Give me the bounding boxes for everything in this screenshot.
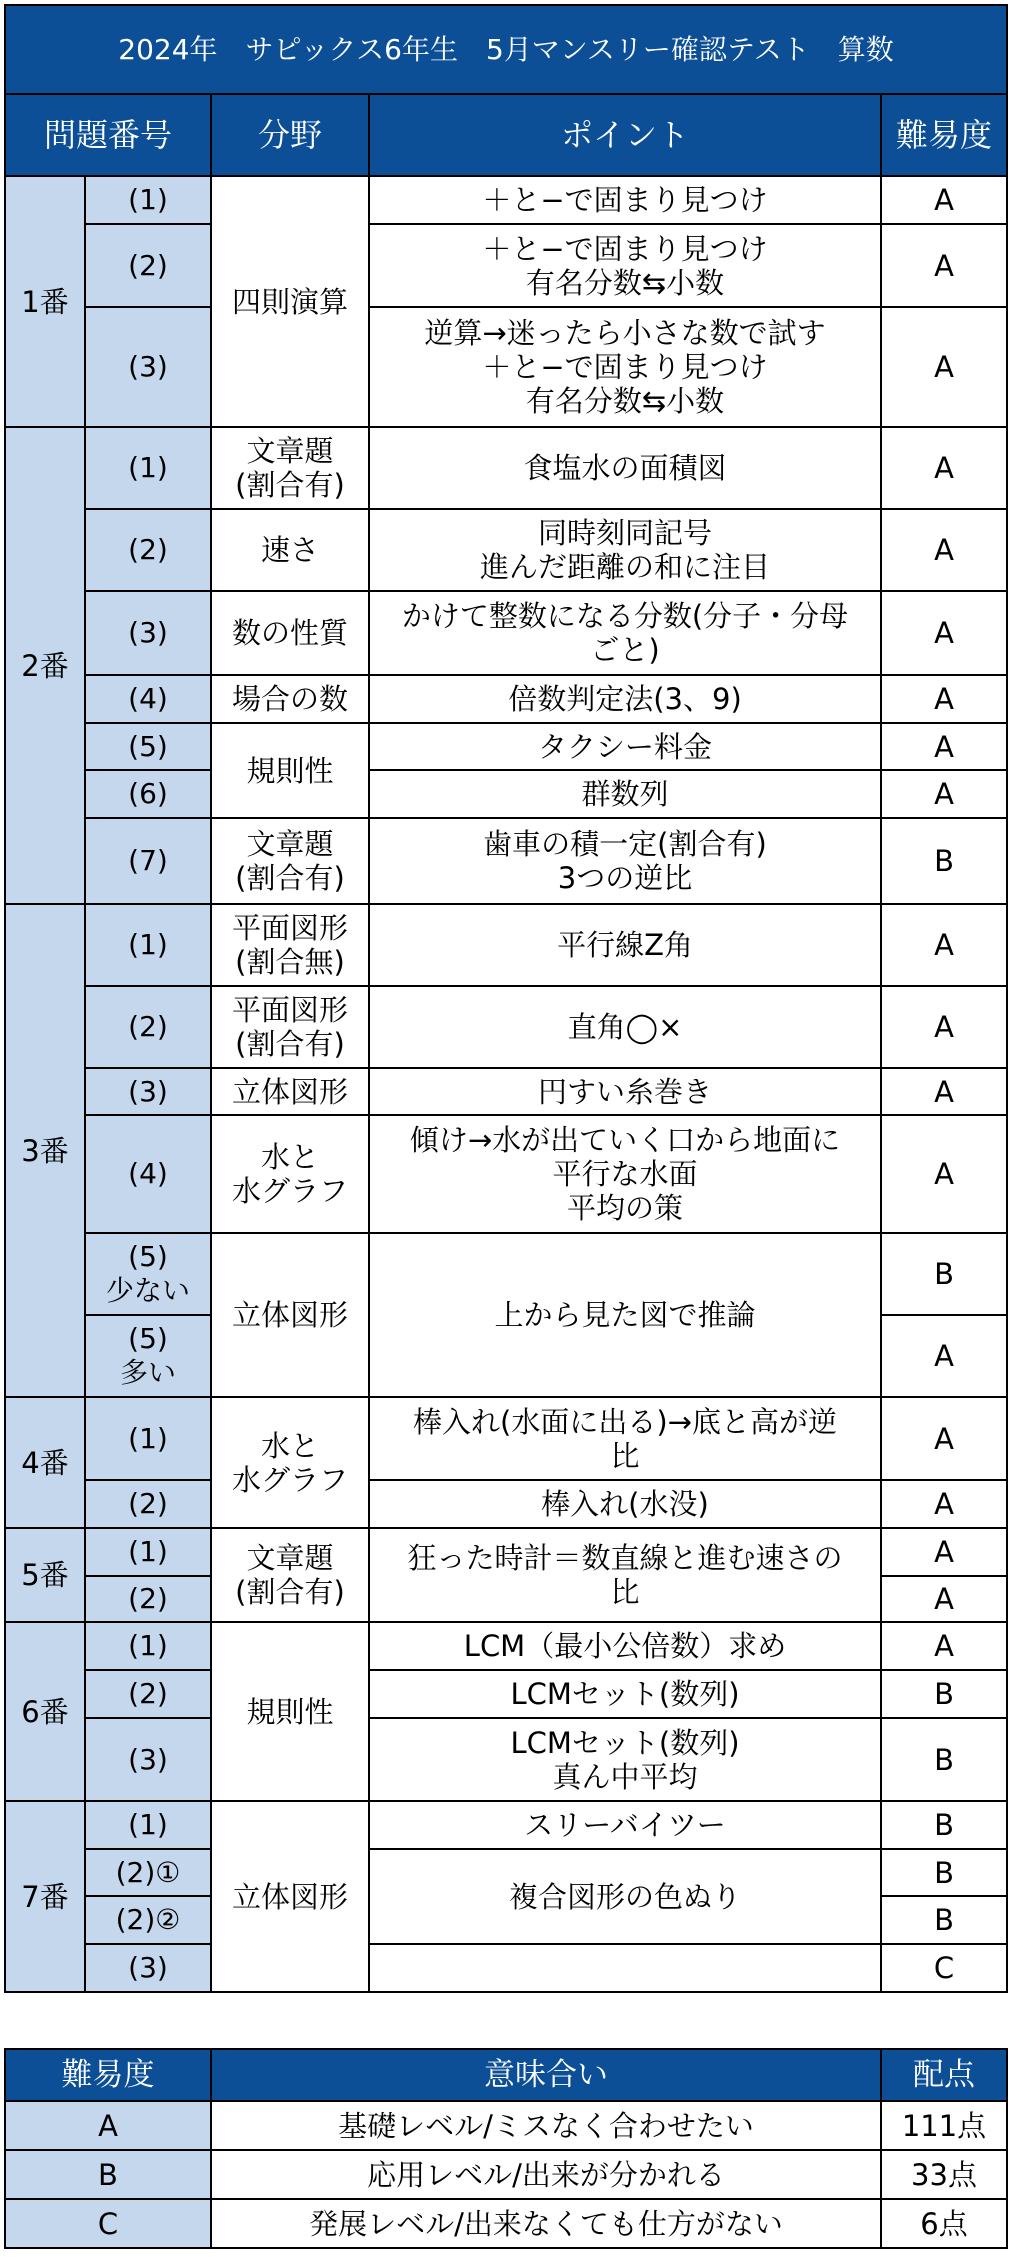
difficulty-cell: C	[881, 1944, 1007, 1992]
section-label: 1番	[5, 176, 85, 427]
point-line: 比	[610, 1438, 640, 1473]
difficulty-cell: A	[881, 1397, 1007, 1480]
question-number: (2)	[85, 986, 211, 1068]
difficulty-cell: A	[881, 1622, 1007, 1670]
question-number: (5)	[85, 723, 211, 770]
legend-meaning: 基礎レベル/ミスなく合わせたい	[211, 2101, 881, 2150]
category-cell: 立体図形	[211, 1233, 369, 1397]
difficulty-cell: A	[881, 1315, 1007, 1397]
question-number-line: 少ない	[105, 1274, 190, 1307]
header-number: 問題番号	[5, 94, 211, 176]
question-number: (1)	[85, 904, 211, 986]
difficulty-cell: A	[881, 1115, 1007, 1233]
question-number: (7)	[85, 818, 211, 904]
point-line: 歯車の積一定(割合有)	[483, 827, 767, 861]
point-cell: タクシー料金	[369, 723, 881, 770]
question-number: (2)①	[85, 1849, 211, 1896]
point-line: ＋と−で固まり見つけ	[482, 350, 768, 384]
category-line: (割合有)	[235, 1027, 345, 1061]
question-number: (4)	[85, 1115, 211, 1233]
point-cell: スリーバイツー	[369, 1801, 881, 1849]
section-label: 5番	[5, 1528, 85, 1622]
difficulty-cell: A	[881, 723, 1007, 770]
category-cell	[211, 1397, 369, 1528]
point-cell: 棒入れ(水没)	[369, 1480, 881, 1528]
point-line: 傾け→水が出ていく口から地面に	[409, 1123, 841, 1157]
difficulty-cell: A	[881, 986, 1007, 1068]
category-line: (割合有)	[235, 468, 345, 502]
category-line: 文章題	[246, 434, 334, 468]
header-difficulty: 難易度	[881, 94, 1007, 176]
difficulty-cell: B	[881, 1896, 1007, 1944]
category-line: 水グラフ	[231, 1174, 348, 1208]
point-line: 3つの逆比	[557, 861, 693, 895]
question-number: (1)	[85, 1397, 211, 1480]
legend-header-difficulty: 難易度	[5, 2049, 211, 2101]
category-cell: 規則性	[211, 723, 369, 818]
point-line: 狂った時計＝数直線と進む速さの	[407, 1541, 843, 1575]
category-line: 水グラフ	[231, 1462, 348, 1497]
point-line: 比	[610, 1575, 640, 1609]
category-line: 文章題	[246, 827, 334, 861]
category-cell: 立体図形	[211, 1801, 369, 1992]
page-title: 2024年 サピックス6年生 5月マンスリー確認テスト 算数	[5, 5, 1007, 94]
point-line: 有名分数⇆小数	[525, 384, 725, 418]
point-line: ごと)	[590, 633, 660, 667]
category-cell	[211, 1528, 369, 1622]
question-number	[85, 1233, 211, 1315]
difficulty-cell: A	[881, 176, 1007, 224]
category-line: 平面図形	[231, 911, 348, 945]
question-number: (3)	[85, 1068, 211, 1115]
point-line: 有名分数⇆小数	[525, 265, 725, 300]
question-number: (1)	[85, 1801, 211, 1849]
category-cell	[211, 818, 369, 904]
header-point: ポイント	[369, 94, 881, 176]
legend-grade: B	[5, 2150, 211, 2199]
point-line: 真ん中平均	[552, 1759, 698, 1794]
category-cell: 規則性	[211, 1622, 369, 1801]
section-label: 4番	[5, 1397, 85, 1528]
category-line: (割合有)	[235, 861, 345, 895]
question-number: (3)	[85, 1944, 211, 1992]
question-number: (3)	[85, 307, 211, 427]
question-number: (1)	[85, 1622, 211, 1670]
category-line: 水と	[260, 1428, 319, 1463]
difficulty-cell: A	[881, 427, 1007, 509]
difficulty-cell: B	[881, 1801, 1007, 1849]
category-cell	[211, 904, 369, 986]
category-line: 平面図形	[231, 993, 348, 1027]
point-line: 棒入れ(水面に出る)→底と高が逆	[413, 1404, 837, 1439]
difficulty-cell: A	[881, 509, 1007, 591]
header-category: 分野	[211, 94, 369, 176]
question-number: (2)②	[85, 1896, 211, 1944]
difficulty-cell: B	[881, 1233, 1007, 1315]
difficulty-cell: A	[881, 591, 1007, 675]
point-cell	[369, 818, 881, 904]
point-cell: ＋と−で固まり見つけ	[369, 176, 881, 224]
legend-score: 6点	[881, 2199, 1007, 2248]
legend-table	[4, 2048, 1008, 2249]
question-number: (1)	[85, 427, 211, 509]
difficulty-cell: A	[881, 1576, 1007, 1622]
category-line: (割合有)	[235, 1575, 345, 1609]
point-line: 平均の策	[566, 1191, 683, 1225]
point-cell	[369, 509, 881, 591]
point-cell	[369, 591, 881, 675]
legend-grade: A	[5, 2101, 211, 2150]
point-cell: 平行線Z角	[369, 904, 881, 986]
point-cell: 複合図形の色ぬり	[369, 1849, 881, 1944]
point-cell	[369, 1718, 881, 1801]
results-table	[4, 4, 1008, 1993]
difficulty-cell: A	[881, 770, 1007, 818]
category-cell: 数の性質	[211, 591, 369, 675]
category-cell	[211, 1115, 369, 1233]
difficulty-cell: B	[881, 1718, 1007, 1801]
point-cell: 倍数判定法(3、9)	[369, 675, 881, 723]
point-line: LCMセット(数列)	[510, 1725, 740, 1760]
question-number: (2)	[85, 509, 211, 591]
section-label: 7番	[5, 1801, 85, 1992]
section-label: 3番	[5, 904, 85, 1397]
question-number: (6)	[85, 770, 211, 818]
legend-row	[5, 2150, 1007, 2199]
section-label: 2番	[5, 427, 85, 904]
legend-score: 111点	[881, 2101, 1007, 2150]
question-number-line: (5)	[128, 1240, 168, 1273]
point-line: ＋と−で固まり見つけ	[482, 231, 768, 266]
question-number: (2)	[85, 1576, 211, 1622]
point-cell: 円すい糸巻き	[369, 1068, 881, 1115]
legend-meaning: 発展レベル/出来なくても仕方がない	[211, 2199, 881, 2248]
point-line: 進んだ距離の和に注目	[479, 550, 770, 584]
question-number: (2)	[85, 1480, 211, 1528]
difficulty-cell: A	[881, 224, 1007, 307]
point-cell	[369, 1944, 881, 1992]
point-cell: LCMセット(数列)	[369, 1670, 881, 1718]
point-cell	[369, 1397, 881, 1480]
category-cell: 場合の数	[211, 675, 369, 723]
category-cell	[211, 427, 369, 509]
legend-header-meaning: 意味合い	[211, 2049, 881, 2101]
category-cell: 立体図形	[211, 1068, 369, 1115]
question-number: (1)	[85, 176, 211, 224]
legend-meaning: 応用レベル/出来が分かれる	[211, 2150, 881, 2199]
difficulty-cell: A	[881, 1480, 1007, 1528]
point-cell: 上から見た図で推論	[369, 1233, 881, 1397]
category-line: 文章題	[246, 1541, 334, 1575]
difficulty-cell: B	[881, 818, 1007, 904]
difficulty-cell: B	[881, 1670, 1007, 1718]
category-line: (割合無)	[235, 945, 345, 979]
question-number: (4)	[85, 675, 211, 723]
point-cell	[369, 1115, 881, 1233]
point-cell	[369, 307, 881, 427]
category-cell	[211, 986, 369, 1068]
point-cell: 群数列	[369, 770, 881, 818]
category-cell: 速さ	[211, 509, 369, 591]
difficulty-cell: A	[881, 675, 1007, 723]
legend-header-score: 配点	[881, 2049, 1007, 2101]
point-cell: LCM（最小公倍数）求め	[369, 1622, 881, 1670]
point-line: 逆算→迷ったら小さな数で試す	[424, 316, 826, 350]
question-number: (2)	[85, 1670, 211, 1718]
question-number: (3)	[85, 1718, 211, 1801]
point-line: 平行な水面	[552, 1157, 698, 1191]
question-number: (2)	[85, 224, 211, 307]
point-cell: 食塩水の面積図	[369, 427, 881, 509]
point-cell: 直角◯×	[369, 986, 881, 1068]
question-number: (1)	[85, 1528, 211, 1576]
difficulty-cell: A	[881, 904, 1007, 986]
legend-row	[5, 2101, 1007, 2150]
point-line: 同時刻同記号	[537, 516, 712, 550]
question-number-line: (5)	[128, 1322, 168, 1355]
difficulty-cell: A	[881, 307, 1007, 427]
point-cell	[369, 224, 881, 307]
category-line: 水と	[260, 1140, 319, 1174]
section-label: 6番	[5, 1622, 85, 1801]
question-number: (3)	[85, 591, 211, 675]
legend-grade: C	[5, 2199, 211, 2248]
difficulty-cell: B	[881, 1849, 1007, 1896]
question-number-line: 多い	[119, 1356, 176, 1389]
legend-row	[5, 2199, 1007, 2248]
difficulty-cell: A	[881, 1068, 1007, 1115]
category-cell: 四則演算	[211, 176, 369, 427]
question-number	[85, 1315, 211, 1397]
point-line: かけて整数になる分数(分子・分母	[401, 599, 849, 633]
legend-score: 33点	[881, 2150, 1007, 2199]
point-cell	[369, 1528, 881, 1622]
difficulty-cell: A	[881, 1528, 1007, 1576]
